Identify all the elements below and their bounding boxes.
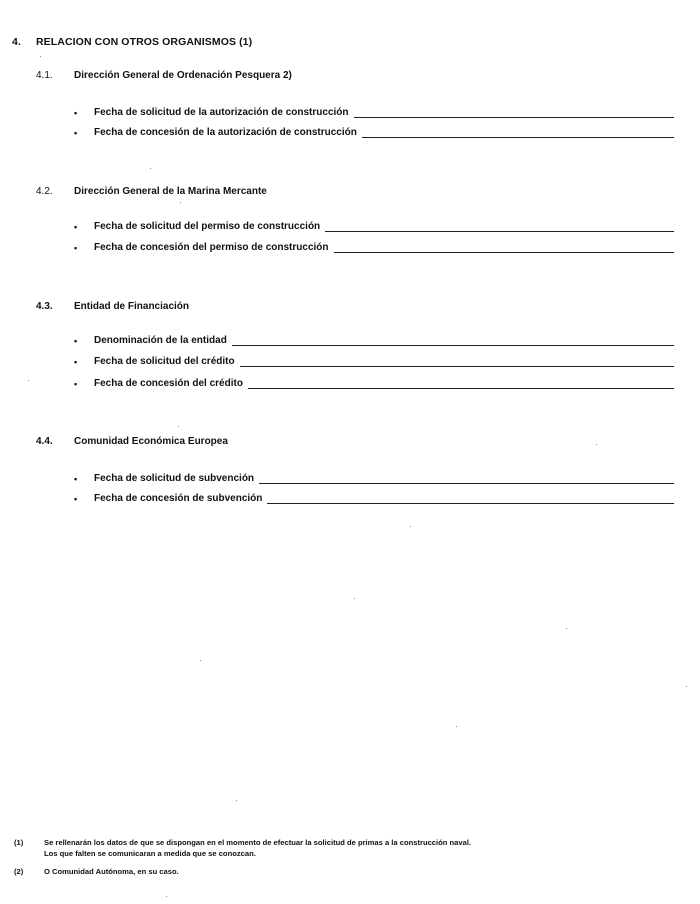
- subsection-heading-4-1: [36, 70, 292, 81]
- subsection-title: Dirección General de la Marina Mercante: [74, 186, 267, 197]
- scan-speck: [236, 800, 237, 801]
- field-row-denominacion-entidad: [74, 334, 674, 348]
- field-label: Fecha de solicitud de subvención: [94, 473, 255, 484]
- field-row-concesion-subvencion: [74, 492, 674, 506]
- footnote-text-line-2: Los que falten se comunicaran a medida que se conozcan.: [44, 849, 256, 858]
- subsection-heading-4-4: [36, 436, 228, 447]
- subsection-title: Dirección General de Ordenación Pesquera 2): [74, 70, 292, 81]
- bullet-icon: •: [74, 357, 78, 367]
- scan-speck: [566, 628, 567, 629]
- footnote-1: [14, 837, 471, 859]
- bullet-icon: •: [74, 128, 78, 138]
- bullet-icon: •: [74, 494, 78, 504]
- scan-speck: [354, 598, 355, 599]
- bullet-icon: •: [74, 379, 78, 389]
- bullet-icon: •: [74, 336, 78, 346]
- subsection-title: Comunidad Económica Europea: [74, 436, 228, 447]
- fill-in-line[interactable]: [362, 137, 674, 138]
- scan-speck: [40, 56, 41, 57]
- scan-speck: [180, 202, 181, 203]
- scan-speck: [166, 896, 167, 897]
- field-label: Fecha de concesión de la autorización de construcción: [94, 127, 357, 138]
- section-heading: [12, 36, 252, 48]
- field-label: Fecha de solicitud del crédito: [94, 356, 235, 367]
- field-label: Fecha de concesión de subvención: [94, 493, 263, 504]
- fill-in-line[interactable]: [240, 366, 674, 367]
- field-label: Fecha de solicitud de la autorización de construcción: [94, 107, 349, 118]
- footnote-text-line-1: Se rellenarán los datos de que se dispongan en el momento de efectuar la solicitud de primas a la construcción naval.: [44, 838, 472, 847]
- field-row-solicitud-permiso: [74, 220, 674, 234]
- fill-in-line[interactable]: [232, 345, 674, 346]
- section-number: 4.: [12, 36, 21, 48]
- subsection-number: 4.3.: [36, 301, 53, 312]
- field-row-solicitud-autorizacion: [74, 106, 674, 120]
- footnote-mark: (1): [14, 838, 24, 847]
- field-row-concesion-permiso: [74, 241, 674, 255]
- field-label: Denominación de la entidad: [94, 335, 227, 346]
- fill-in-line[interactable]: [354, 117, 675, 118]
- scan-speck: [150, 168, 151, 169]
- subsection-number: 4.1.: [36, 70, 53, 81]
- scan-speck: [686, 686, 687, 687]
- section-title: RELACION CON OTROS ORGANISMOS (1): [36, 36, 253, 48]
- footnote-2: [14, 866, 179, 877]
- field-label: Fecha de concesión del crédito: [94, 378, 243, 389]
- scan-speck: [456, 726, 457, 727]
- footnote-mark: (2): [14, 867, 24, 876]
- field-label: Fecha de solicitud del permiso de construcción: [94, 221, 321, 232]
- fill-in-line[interactable]: [325, 231, 674, 232]
- footnote-text-line-1: O Comunidad Autónoma, en su caso.: [44, 867, 179, 876]
- bullet-icon: •: [74, 243, 78, 253]
- field-row-concesion-autorizacion: [74, 126, 674, 140]
- subsection-heading-4-3: [36, 301, 189, 312]
- subsection-number: 4.4.: [36, 436, 53, 447]
- bullet-icon: •: [74, 108, 78, 118]
- field-label: Fecha de concesión del permiso de construcción: [94, 242, 329, 253]
- field-row-concesion-credito: [74, 377, 674, 391]
- bullet-icon: •: [74, 474, 78, 484]
- scan-speck: [200, 660, 201, 661]
- fill-in-line[interactable]: [267, 503, 674, 504]
- scan-speck: [410, 526, 411, 527]
- subsection-heading-4-2: [36, 186, 267, 197]
- scan-speck: [28, 380, 29, 381]
- fill-in-line[interactable]: [248, 388, 674, 389]
- subsection-number: 4.2.: [36, 186, 53, 197]
- fill-in-line[interactable]: [334, 252, 674, 253]
- field-row-solicitud-subvencion: [74, 472, 674, 486]
- bullet-icon: •: [74, 222, 78, 232]
- subsection-title: Entidad de Financiación: [74, 301, 190, 312]
- scan-speck: [178, 426, 179, 427]
- field-row-solicitud-credito: [74, 355, 674, 369]
- scan-speck: [596, 444, 597, 445]
- fill-in-line[interactable]: [259, 483, 674, 484]
